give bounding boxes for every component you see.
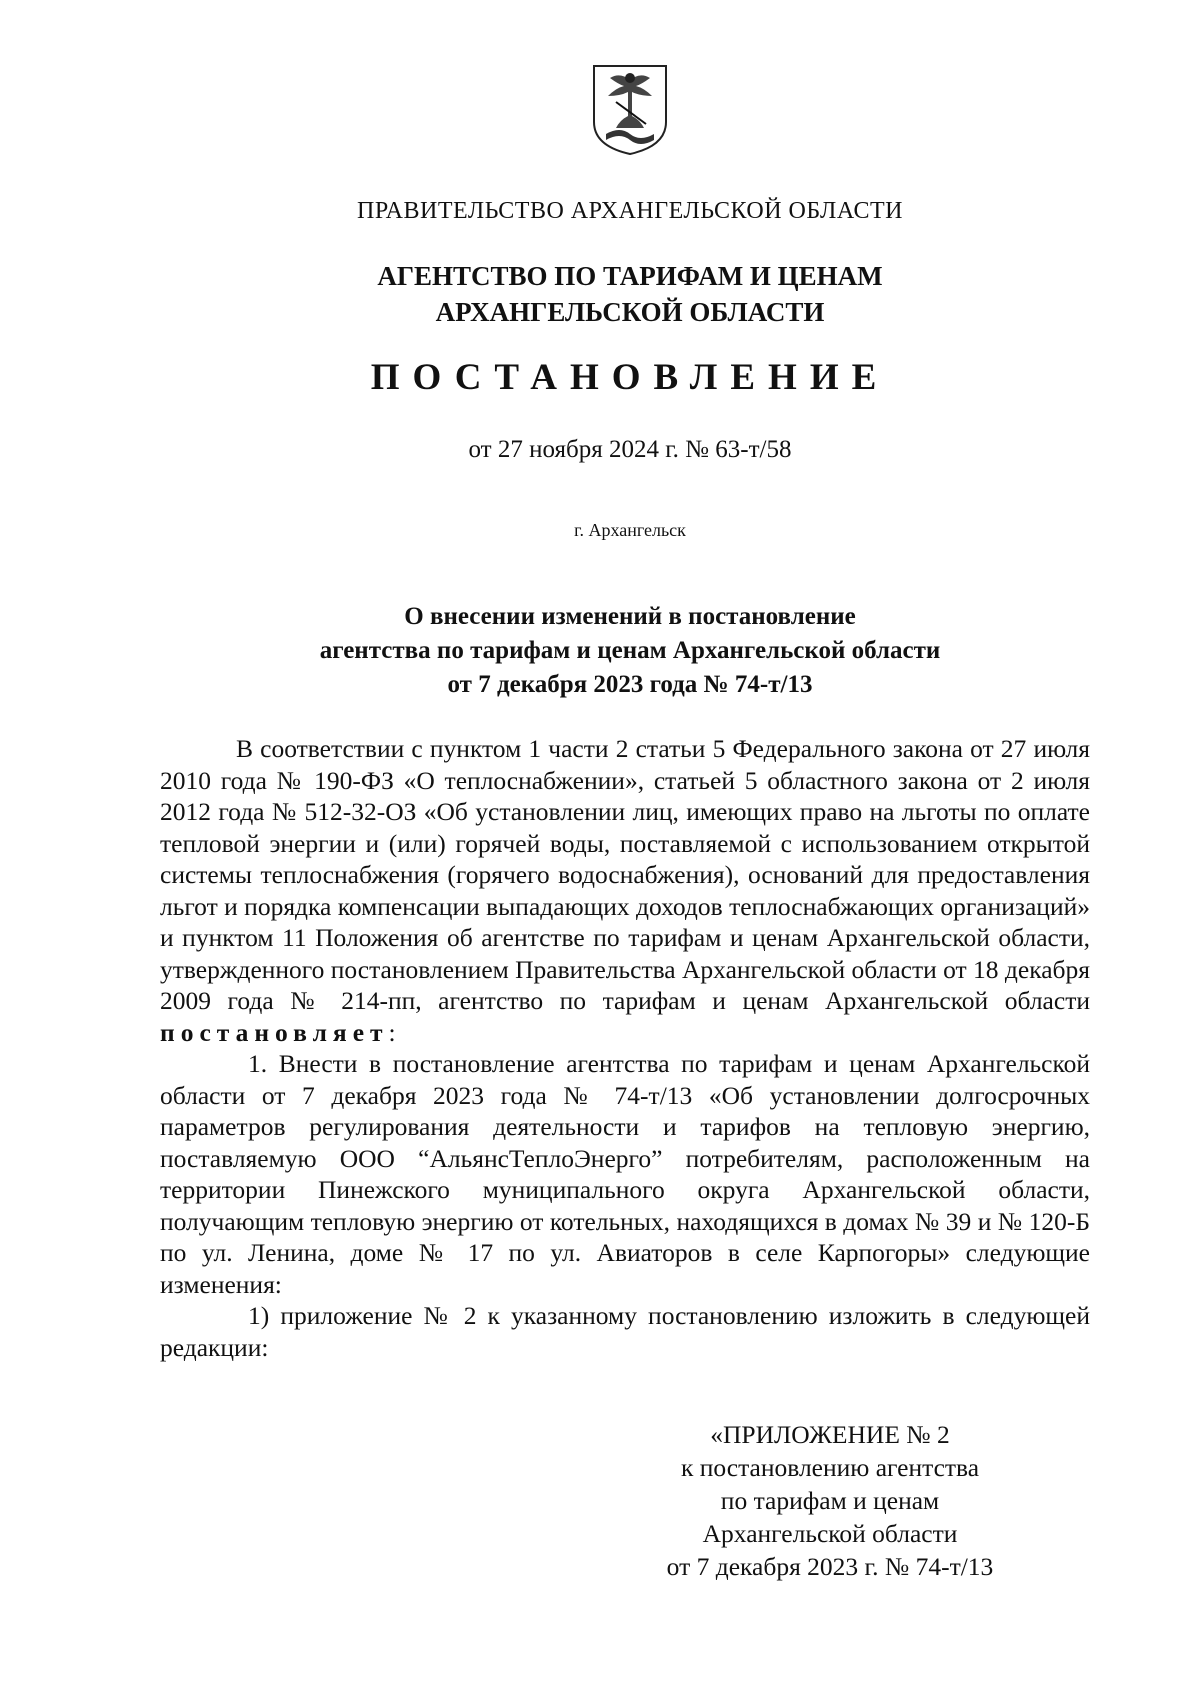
subject-line3: от 7 декабря 2023 года № 74-т/13 [447,671,813,698]
document-subject [0,600,1200,702]
appendix-line3: по тарифам и ценам [720,1486,940,1515]
agency-title-line1: АГЕНТСТВО ПО ТАРИФАМ И ЦЕНАМ [377,261,883,291]
coat-of-arms-emblem [590,62,670,158]
resolves-word: постановляет [160,1017,389,1047]
subject-line2: агентства по тарифам и ценам Архангельской области [319,637,941,664]
government-title: ПРАВИТЕЛЬСТВО АРХАНГЕЛЬСКОЙ ОБЛАСТИ [357,198,903,224]
preamble-text: В соответствии с пунктом 1 части 2 статьи 5 Федерального закона от 27 июля 2010 года № 190-ФЗ «О теплоснабжении», статьей 5 областного закона от 2 июля 2012 года № 512-32-ОЗ «Об установлении лиц, имеющих право на льготы по оплате тепловой энергии и (или) горячей воды, поставляемой с использованием открытой системы теплоснабжения (горячего водоснабжения), оснований для предоставления льгот и порядка компенсации выпадающих доходов теплоснабжающих организаций» и пунктом 11 Положения об агентстве по тарифам и ценам Архангельской области, утвержденного постановлением Правительства Архангельской области от 18 декабря 2009 года № 214-пп, агентство по тарифам и ценам Архангельской области [160,734,1091,1015]
appendix-line5: от 7 декабря 2023 г. № 74-т/13 [666,1552,994,1581]
appendix-line1: «ПРИЛОЖЕНИЕ № 2 [710,1420,950,1449]
appendix-line4: Архангельской области [702,1519,958,1548]
subitem-1-paragraph: 1) приложение № 2 к указанному постановлению изложить в следующей редакции: [160,1301,1090,1362]
subject-line1: О внесении изменений в постановление [404,603,856,630]
preamble-paragraph [160,733,1090,1048]
agency-title [0,258,1200,330]
appendix-heading [620,1418,1040,1583]
document-city: г. Архангельск [574,520,686,540]
agency-title-line2: АРХАНГЕЛЬСКОЙ ОБЛАСТИ [435,297,825,327]
document-date-number: от 27 ноября 2024 г. № 63-т/58 [468,436,792,463]
document-body [160,733,1090,1363]
appendix-line2: к постановлению агентства [680,1453,980,1482]
resolves-colon: : [388,1017,396,1047]
document-type: ПОСТАНОВЛЕНИЕ [370,357,890,398]
item-1-paragraph: 1. Внести в постановление агентства по тарифам и ценам Архангельской области от 7 декабря 2023 года № 74-т/13 «Об установлении долгосрочных параметров регулирования деятельности и тарифов на тепловую энергию, поставляемую ООО “АльянсТеплоЭнерго” потребителям, расположенным на территории Пинежского муниципального округа Архангельской области, получающим тепловую энергию от котельных, находящихся в домах № 39 и № 120-Б по ул. Ленина, доме № 17 по ул. Авиаторов в селе Карпогоры» следующие изменения: [160,1049,1090,1299]
